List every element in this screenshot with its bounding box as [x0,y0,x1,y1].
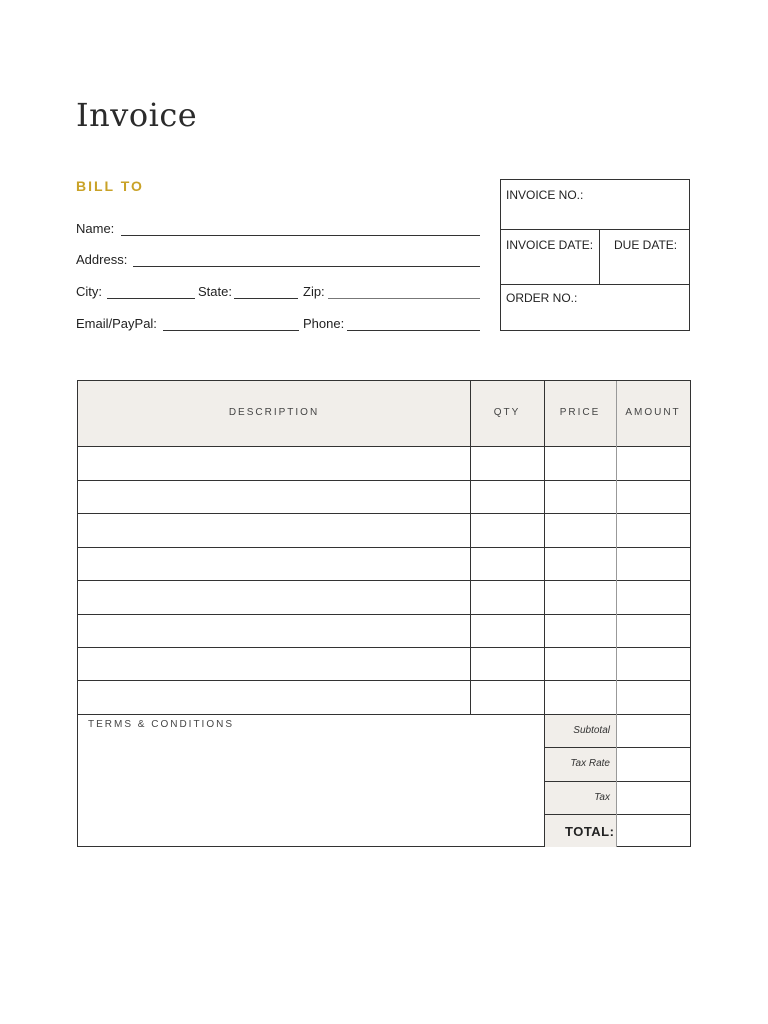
invoice-info-box [500,179,690,331]
tax-label: Tax [594,792,610,803]
state-field[interactable] [234,298,298,299]
email-field[interactable] [163,330,299,331]
price-cells[interactable] [545,447,616,714]
bill-to-heading: BILL TO [76,178,144,194]
description-cells[interactable] [78,447,470,714]
terms-area[interactable] [78,733,544,847]
zip-field[interactable] [328,298,480,299]
page-title: Invoice [76,96,198,134]
invoice-date-label: INVOICE DATE: [506,238,594,252]
items-table [77,380,691,847]
address-label: Address: [76,252,128,267]
city-field[interactable] [107,298,195,299]
col-header-price: PRICE [559,407,601,418]
tax-rate-label: Tax Rate [570,758,610,769]
zip-label: Zip: [303,284,325,299]
due-date-label: DUE DATE: [614,238,678,252]
name-field[interactable] [121,235,480,236]
divider [501,284,689,285]
address-field[interactable] [133,266,480,267]
total-label: TOTAL: [565,824,615,839]
email-label: Email/PayPal: [76,316,157,331]
col-header-amount: AMOUNT [625,407,681,418]
phone-field[interactable] [347,330,480,331]
amount-cells[interactable] [617,447,690,847]
city-label: City: [76,284,102,299]
order-no-label: ORDER NO.: [506,291,578,305]
divider [501,229,689,230]
divider [599,229,600,284]
qty-cells[interactable] [471,447,544,714]
invoice-no-label: INVOICE NO.: [506,188,584,202]
col-header-description: DESCRIPTION [228,407,320,418]
name-label: Name: [76,221,115,236]
state-label: State: [198,284,232,299]
phone-label: Phone: [303,316,345,331]
row-divider [78,714,690,715]
terms-label: TERMS & CONDITIONS [88,719,235,730]
col-header-qty: QTY [493,407,521,418]
subtotal-label: Subtotal [573,725,610,736]
